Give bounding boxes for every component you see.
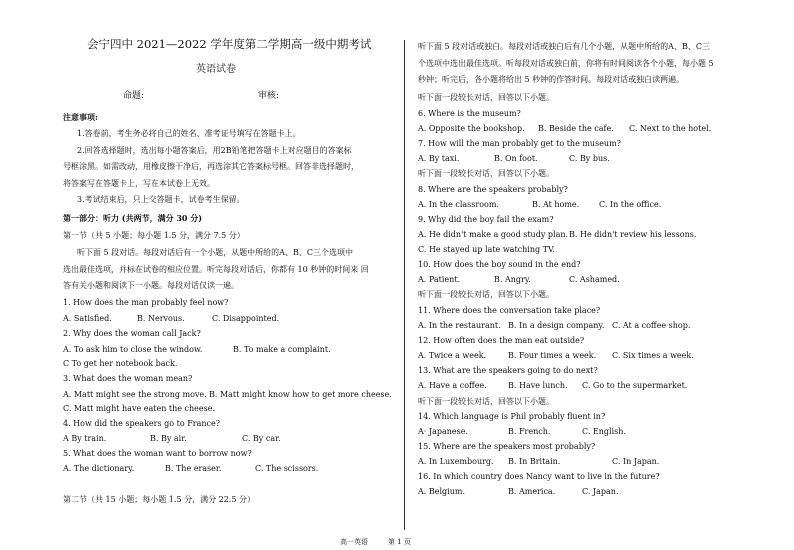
option-a: A. By taxi. bbox=[418, 154, 460, 163]
option-c: C. In the office. bbox=[599, 200, 662, 209]
option-b: B. Matt might know how to get more cheese. bbox=[209, 390, 392, 399]
option-b: B. Beside the cafe. bbox=[538, 124, 614, 133]
option-c: C. The scissors. bbox=[255, 464, 319, 473]
option-a: A. To ask him to close the window. bbox=[63, 345, 203, 354]
notice-item: 3.考试结束后，只上交答题卡，试卷考生保留。 bbox=[77, 195, 245, 204]
notice-item: 1.答卷前，考生务必将自己的姓名、准考证号填写在答题卡上。 bbox=[77, 129, 301, 138]
section1-heading: 第一节（共 5 小题；每小题 1.5 分，满分 7.5 分） bbox=[63, 231, 245, 240]
question-10: 10. How does the boy sound in the end? bbox=[418, 260, 581, 269]
option-a: A. Patient. bbox=[418, 275, 461, 284]
option-b: B. Nervous. bbox=[137, 314, 185, 323]
option-b: B. Angry. bbox=[494, 275, 531, 284]
option-a: A. He didn't make a good study plan. bbox=[418, 230, 569, 239]
option-a: A. In Luxembourg. bbox=[418, 457, 494, 466]
option-c: C. By car. bbox=[242, 434, 281, 443]
option-c: C. He stayed up late watching TV. bbox=[418, 245, 555, 254]
question-3: 3. What does the woman mean? bbox=[63, 374, 193, 383]
notice-item: 2.回答选择题时，选出每小题答案后，用2B铅笔把答题卡上对应题目的答案标 bbox=[77, 146, 352, 155]
question-14: 14. Which language is Phil probably fluent in? bbox=[418, 412, 606, 421]
option-c: C. Ashamed. bbox=[569, 275, 620, 284]
listen-prompt: 听下面一段较长对话，回答以下小题。 bbox=[418, 93, 554, 102]
option-a: A. The dictionary. bbox=[63, 464, 135, 473]
option-c: C. In Japan. bbox=[612, 457, 660, 466]
page-number: 第 1 页 bbox=[388, 538, 411, 546]
option-c: C. Go to the supermarket. bbox=[582, 381, 688, 390]
option-b: B. In Britain. bbox=[508, 457, 561, 466]
option-b: B. In a design company. bbox=[508, 321, 605, 330]
listen-prompt: 听下面一段较长对话，回答以下小题。 bbox=[418, 169, 554, 178]
question-16: 16. In which country does Nancy want to live in the future? bbox=[418, 472, 660, 481]
option-c: C To get her notebook back. bbox=[63, 359, 178, 368]
question-6: 6. Where is the museum? bbox=[418, 109, 521, 118]
notice-item: 号框涂黑。如需改动，用橡皮擦干净后，再选涂其它答案标号框。回答非选择题时， bbox=[63, 162, 359, 171]
question-12: 12. How often does the man eat outside? bbox=[418, 336, 585, 345]
exam-subject: 英语试卷 bbox=[196, 64, 236, 75]
question-8: 8. Where are the speakers probably? bbox=[418, 185, 568, 194]
column-divider bbox=[404, 40, 405, 530]
option-b: B. By air. bbox=[150, 434, 187, 443]
option-a: A. Twice a week. bbox=[418, 351, 487, 360]
section2-heading: 第二节（共 15 小题；每小题 1.5 分，满分 22.5 分） bbox=[63, 495, 255, 504]
question-15: 15. Where are the speakers most probably? bbox=[418, 442, 596, 451]
option-b: B. On foot. bbox=[494, 154, 538, 163]
option-c: C. By bus. bbox=[569, 154, 610, 163]
option-a: A. Satisfied. bbox=[63, 314, 112, 323]
instruction-line: 答有关小题和阅读下一小题。每段对话仅读一遍。 bbox=[63, 281, 239, 290]
page-footer bbox=[340, 537, 431, 547]
listen-prompt: 听下面一段较长对话，回答以下小题。 bbox=[418, 290, 554, 299]
option-a: A. Matt might see the strong move. bbox=[63, 390, 207, 399]
footer-subject: 高一英语 bbox=[340, 538, 368, 546]
option-c: C. At a coffee shop. bbox=[612, 321, 691, 330]
option-b: B. Four times a week. bbox=[508, 351, 597, 360]
instruction-line: 听下面 5 段对话或独白。每段对话或独白后有几个小题，从题中所给的A、B、C三 bbox=[418, 42, 710, 51]
option-a: A. Belgium. bbox=[418, 487, 465, 496]
option-c: C. Japan. bbox=[582, 487, 619, 496]
notice-item: 将答案写在答题卡上，写在本试卷上无效。 bbox=[63, 179, 215, 188]
option-a: A· Japanese. bbox=[418, 427, 468, 436]
option-c: C. English. bbox=[582, 427, 626, 436]
question-9: 9. Why did the boy fail the exam? bbox=[418, 215, 554, 224]
option-b: B. America. bbox=[508, 487, 556, 496]
instruction-line: 选出最佳选项，并标在试卷的相应位置。听完每段对话后，你都有 10 秒钟的时间来 回 bbox=[63, 265, 369, 274]
instruction-line: 听下面 5 段对话。每段对话后有一个小题，从题中所给的A、B、C三个选项中 bbox=[77, 248, 353, 257]
setter-label: 命题: bbox=[123, 91, 145, 101]
option-c: C. Disappointed. bbox=[212, 314, 280, 323]
notice-heading: 注意事项: bbox=[63, 112, 98, 122]
option-b: B. French. bbox=[508, 427, 551, 436]
question-2: 2. Why does the woman call Jack? bbox=[63, 329, 201, 338]
option-a: A. Opposite the bookshop. bbox=[418, 124, 525, 133]
instruction-line: 秒钟；听完后，各小题将给出 5 秒钟的作答时间。每段对话或独白读两遍。 bbox=[418, 75, 685, 84]
part1-heading: 第一部分：听力 (共两节，满分 30 分) bbox=[63, 213, 203, 223]
option-b: B. He didn't review his lessons. bbox=[569, 230, 697, 239]
option-a: A. Have a coffee. bbox=[418, 381, 487, 390]
option-c: C. Matt might have eaten the cheese. bbox=[63, 404, 216, 413]
option-b: B. At home. bbox=[532, 200, 580, 209]
option-b: B. Have lunch. bbox=[508, 381, 568, 390]
option-a: A By train. bbox=[63, 434, 107, 443]
question-11: 11. Where does the conversation take place? bbox=[418, 306, 601, 315]
option-b: B. The eraser. bbox=[165, 464, 222, 473]
exam-title: 会宁四中 2021—2022 学年度第二学期高一级中期考试 bbox=[87, 37, 372, 51]
question-4: 4. How did the speakers go to France? bbox=[63, 419, 220, 428]
question-5: 5. What does the woman want to borrow now? bbox=[63, 449, 252, 458]
option-b: B. To make a complaint. bbox=[233, 345, 331, 354]
question-7: 7. How will the man probably get to the museum? bbox=[418, 139, 621, 148]
reviewer-label: 审核: bbox=[258, 91, 280, 101]
option-c: C. Next to the hotel. bbox=[629, 124, 712, 133]
option-a: A. In the classroom. bbox=[418, 200, 499, 209]
listen-prompt: 听下面一段较长对话，回答以下小题。 bbox=[418, 397, 554, 406]
question-13: 13. What are the speakers going to do next? bbox=[418, 366, 598, 375]
option-a: A. In the restaurant. bbox=[418, 321, 501, 330]
question-1: 1. How does the man probably feel now? bbox=[63, 298, 229, 307]
instruction-line: 个选项中选出最佳选项。听每段对话或独白前，你将有时间阅读各个小题，每小题 5 bbox=[418, 59, 714, 68]
option-c: C. Six times a week. bbox=[612, 351, 694, 360]
